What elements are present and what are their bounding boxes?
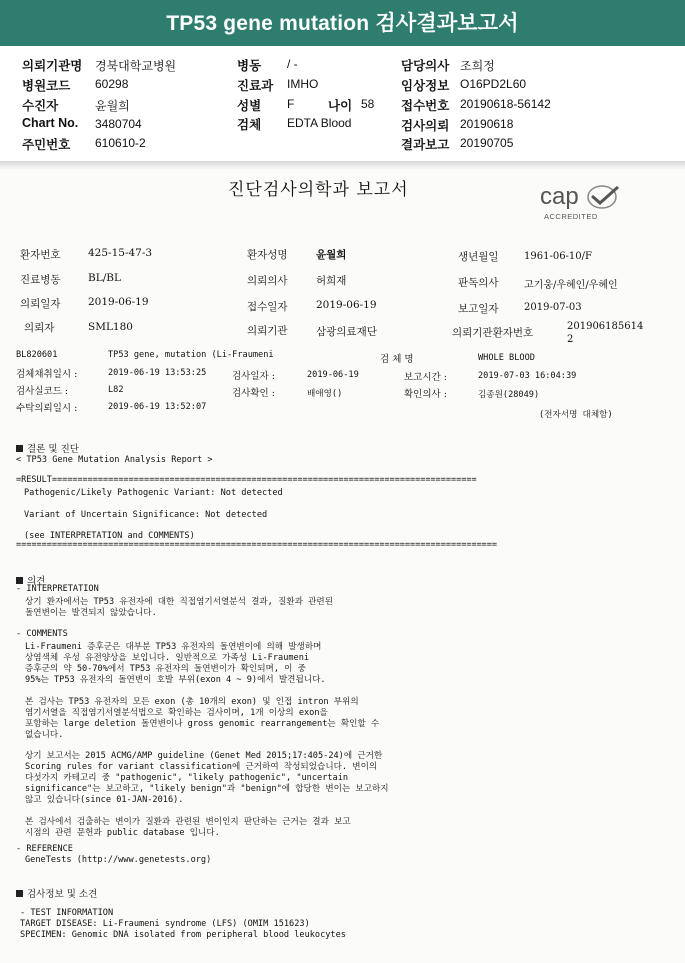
- consign-value: 2019-06-19 13:52:07: [108, 402, 207, 412]
- confirm-value: 배애영(): [307, 389, 343, 399]
- pt-dob-label: 생년월일: [458, 251, 499, 263]
- test-info-head: - TEST INFORMATION: [20, 908, 114, 918]
- label-ward: 병동: [237, 59, 262, 73]
- label-accession-no: 접수번호: [401, 99, 450, 113]
- comment1-line-3: 증후군의 약 50-70%에서 TP53 유전자의 돌연변이가 확인되며, 이 중: [25, 664, 306, 674]
- confirm-doc-value: 김종원(28049): [478, 390, 540, 400]
- result-bottom-rule: ==============================================================================================: [16, 540, 498, 550]
- label-sex: 성별: [237, 99, 262, 113]
- comment1-line-1: Li-Fraumeni 증후군은 대부분 TP53 유전자의 돌연변이에 의해 발생하며: [25, 642, 322, 652]
- comment3-line-1: 상기 보고서는 2015 ACMG/AMP guideline (Genet Med 2015;17:405-24)에 근거한: [25, 751, 383, 761]
- value-ward: / -: [287, 57, 298, 71]
- pt-inst-label: 의뢰기관: [247, 325, 288, 337]
- value-age: 58: [361, 97, 375, 111]
- patient-info-panel: [0, 47, 685, 162]
- value-clinical-info: O16PD2L60: [460, 77, 527, 91]
- label-result-report: 결과보고: [401, 138, 450, 152]
- confirm-label: 검사확인 :: [232, 388, 275, 399]
- info-section-heading: 검사정보 및 소견: [16, 886, 97, 900]
- value-accession-no: 20190618-56142: [460, 97, 551, 111]
- result-subtitle: < TP53 Gene Mutation Analysis Report >: [16, 455, 213, 465]
- comment3-line-5: 않고 있습니다(since 01-JAN-2016).: [25, 795, 184, 805]
- report-time-value: 2019-07-03 16:04:39: [478, 371, 577, 381]
- comment3-line-3: 다섯가지 카테고리 중 "pathogenic", "likely pathogenic", "uncertain: [25, 773, 349, 783]
- comment3-line-2: Scoring rules for variant classification에 근거하여 작성되었습니다. 변이의: [25, 762, 378, 772]
- interp-line-2: 돌연변이는 발견되지 않았습니다.: [25, 608, 157, 618]
- esign-note: (전자서명 대체함): [539, 410, 613, 420]
- comment2-line-2: 염기서열을 직접염기서열분석법으로 확인하는 검사이며, 1개 이상의 exon을: [25, 708, 328, 718]
- value-chart-no: 3480704: [95, 117, 142, 131]
- value-institution: 경북대학교병원: [95, 59, 177, 73]
- value-result-report: 20190705: [460, 136, 514, 150]
- pt-recv-date-value: 2019-06-19: [316, 299, 377, 311]
- comment4-line-1: 본 검사에서 검출하는 변이가 질환과 관련된 변이인지 판단하는 근거는 결과 보고: [25, 817, 351, 827]
- cap-logo: [540, 181, 630, 225]
- comment1-line-4: 95%는 TP53 유전자의 돌연변이 호발 부위(exon 4 ~ 9)에서 발견됩니다.: [25, 675, 326, 685]
- label-clinical-info: 임상정보: [401, 79, 450, 93]
- label-hospital-code: 병원코드: [22, 79, 71, 93]
- label-chart-no: Chart No.: [22, 116, 79, 130]
- pt-doctor-label: 의뢰의사: [247, 275, 288, 287]
- test-name: TP53 gene, mutation (Li-Fraumeni: [108, 350, 274, 360]
- result-line-2: Variant of Uncertain Significance: Not detected: [24, 510, 268, 520]
- square-bullet-icon: [16, 445, 23, 452]
- comments-head: - COMMENTS: [16, 629, 68, 639]
- test-specimen-label: 검 체 명: [380, 354, 414, 365]
- pt-client-value: SML180: [88, 321, 133, 333]
- ref-line-1: GeneTests (http://www.genetests.org): [25, 855, 212, 865]
- test-code: BL820601: [16, 350, 58, 360]
- pt-inst-pt-value-2: 2: [567, 334, 574, 345]
- result-line-3: (see INTERPRETATION and COMMENTS): [24, 531, 195, 541]
- result-line-1: Pathogenic/Likely Pathogenic Variant: Not detected: [24, 488, 283, 498]
- value-resident-no: 610610-2: [95, 136, 146, 150]
- label-institution: 의뢰기관명: [22, 59, 83, 73]
- comment1-line-2: 상염색체 우성 유전양상을 보입니다. 일반적으로 가족성 Li-Fraumeni: [25, 653, 310, 663]
- test-specimen-value: WHOLE BLOOD: [478, 353, 535, 363]
- pt-inst-value: 삼광의료재단: [316, 326, 377, 338]
- report-title: TP53 gene mutation 검사결과보고서: [166, 12, 519, 35]
- comment2-line-4: 없습니다.: [25, 730, 64, 740]
- pt-id-label: 환자번호: [20, 249, 61, 261]
- interp-line-1: 상기 환자에서는 TP53 유전자에 대한 직접염기서열분석 결과, 질환과 관련된: [25, 597, 334, 607]
- collect-label: 검체채취일시 :: [16, 369, 78, 380]
- side-stamp: [0, 819, 22, 959]
- value-attending: 조희정: [460, 59, 495, 73]
- comment2-line-1: 본 검사는 TP53 유전자의 모든 exon (총 10개의 exon) 및 인접 intron 부위의: [25, 697, 359, 707]
- label-attending: 담당의사: [401, 59, 450, 73]
- scanned-report: [0, 171, 685, 963]
- pt-reader-value: 고기웅/우혜인/우혜인: [524, 280, 618, 291]
- panel-divider: [0, 161, 685, 171]
- exam-date-value: 2019-06-19: [307, 370, 359, 380]
- result-top-rule: =RESULT===================================================================================: [16, 475, 477, 485]
- consign-label: 수탁의뢰일시 :: [16, 403, 78, 414]
- comment3-line-4: significance"는 보고하고, "likely benign"과 "benign"에 합당한 변이는 보고하지: [25, 784, 389, 794]
- room-label: 검사실코드 :: [16, 386, 69, 397]
- label-age: 나이: [328, 99, 353, 113]
- result-head: =RESULT=: [16, 475, 57, 485]
- confirm-doc-label: 확인의사 :: [404, 389, 447, 400]
- pt-req-date-value: 2019-06-19: [88, 296, 149, 308]
- pt-inst-pt-value-1: 201906185614: [567, 321, 644, 332]
- square-bullet-icon: [16, 577, 23, 584]
- label-test-request: 검사의뢰: [401, 119, 450, 133]
- pt-req-date-label: 의뢰일자: [20, 298, 61, 310]
- value-sex: F: [287, 97, 295, 111]
- cap-text: cap: [540, 183, 579, 210]
- report-title-bar: [0, 0, 685, 46]
- cap-accredited: ACCREDITED: [544, 212, 598, 221]
- room-value: L82: [108, 385, 124, 395]
- interp-head: - INTERPRETATION: [16, 584, 99, 594]
- label-department: 진료과: [237, 79, 274, 93]
- comment4-line-2: 시점의 관련 문헌과 public database 입니다.: [25, 828, 220, 838]
- collect-value: 2019-06-19 13:53:25: [108, 368, 207, 378]
- comment2-line-3: 포함하는 large deletion 돌연변이나 gross genomic rearrangement는 확인할 수: [25, 719, 380, 729]
- pt-doctor-value: 허희재: [316, 275, 347, 287]
- pt-dob-value: 1961-06-10/F: [524, 251, 592, 262]
- pt-id-value: 425-15-47-3: [88, 247, 153, 259]
- label-resident-no: 주민번호: [22, 138, 71, 152]
- pt-inst-pt-label: 의뢰기관환자번호: [452, 327, 534, 339]
- exam-date-label: 검사일자 :: [232, 371, 275, 382]
- opinion-section-heading: 의견: [16, 573, 45, 587]
- pt-name-value: 윤월희: [316, 249, 347, 261]
- pt-reader-label: 판독의사: [458, 277, 499, 289]
- pt-name-label: 환자성명: [247, 249, 288, 261]
- value-department: IMHO: [287, 77, 319, 91]
- pt-ward-label: 진료병동: [20, 274, 61, 286]
- result-section-heading: 결론 및 진단: [16, 441, 79, 455]
- pt-ward-value: BL/BL: [88, 272, 121, 284]
- target-disease: TARGET DISEASE: Li-Fraumeni syndrome (LFS) (OMIM 151623): [20, 919, 310, 929]
- scan-report-title: 진단검사의학과 보고서: [228, 180, 409, 200]
- pt-report-date-label: 보고일자: [458, 303, 499, 315]
- report-time-label: 보고시간 :: [404, 372, 447, 383]
- pt-recv-date-label: 접수일자: [247, 301, 288, 313]
- label-patient: 수진자: [22, 99, 59, 113]
- pt-report-date-value: 2019-07-03: [524, 302, 582, 313]
- ref-head: - REFERENCE: [16, 844, 73, 854]
- pt-client-label: 의뢰자: [24, 322, 55, 334]
- value-hospital-code: 60298: [95, 77, 129, 91]
- label-specimen: 검체: [237, 118, 262, 132]
- specimen-info: SPECIMEN: Genomic DNA isolated from peripheral blood leukocytes: [20, 930, 346, 940]
- value-patient: 윤월희: [95, 99, 130, 113]
- value-test-request: 20190618: [460, 117, 514, 131]
- value-specimen: EDTA Blood: [287, 116, 352, 130]
